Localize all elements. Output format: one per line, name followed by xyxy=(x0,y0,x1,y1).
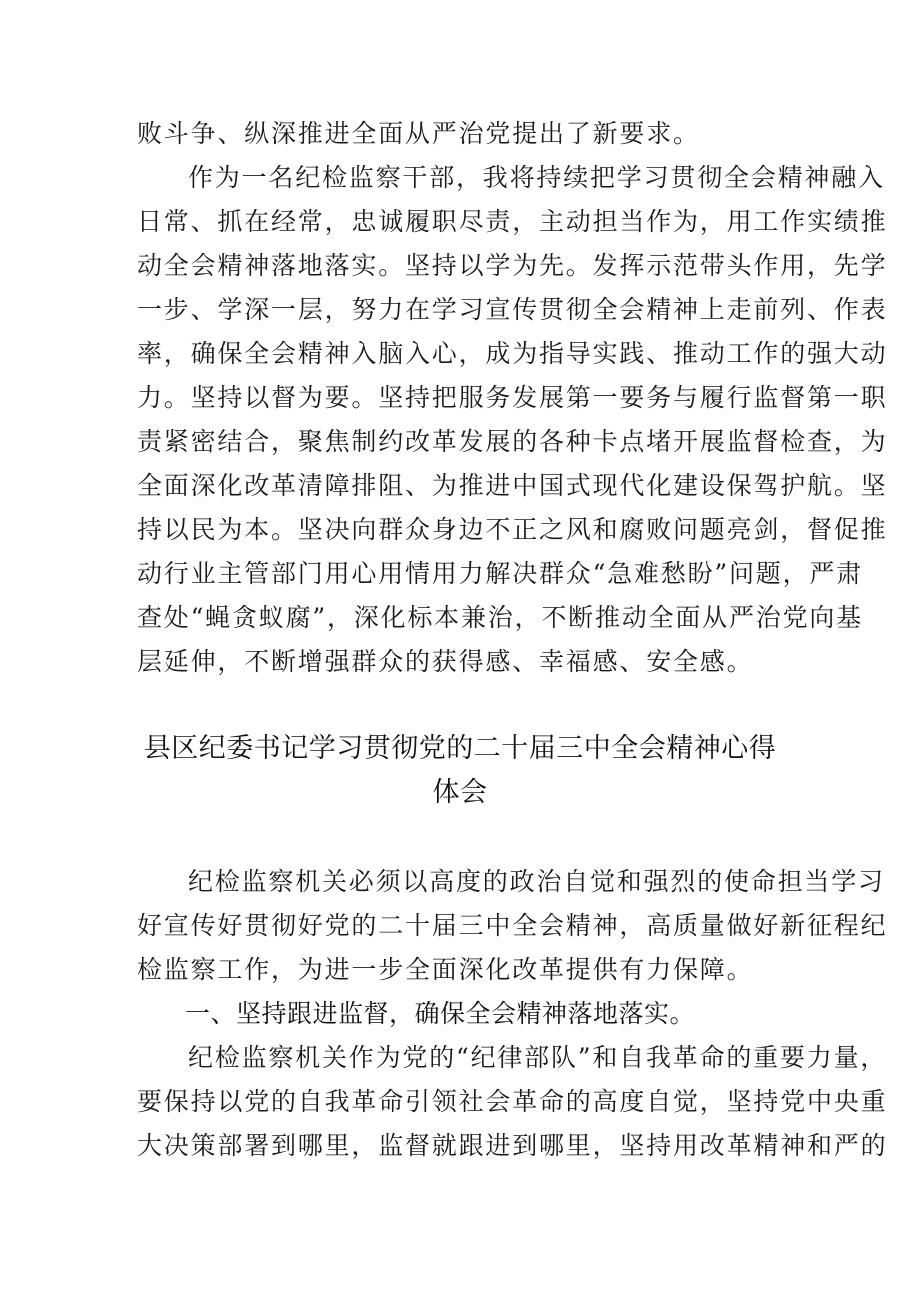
paragraph-line: 查处“蝇贪蚁腐”，深化标本兼治，不断推动全面从严治党向基 xyxy=(137,603,863,632)
section-subheading: 一、坚持跟进监督，确保全会精神落地落实。 xyxy=(185,999,696,1028)
paragraph-line: 动全会精神落地落实。坚持以学为先。发挥示范带头作用，先学 xyxy=(137,251,888,280)
paragraph-line: 责紧密结合，聚焦制约改革发展的各种卡点堵开展监督检查，为 xyxy=(137,427,888,456)
paragraph-line: 大决策部署到哪里，监督就跟进到哪里，坚持用改革精神和严的 xyxy=(137,1131,888,1160)
article-title-continuation: 体会 xyxy=(432,777,488,808)
paragraph-line: 日常、抓在经常，忠诚履职尽责，主动担当作为，用工作实绩推 xyxy=(137,207,888,236)
paragraph-line: 作为一名纪检监察干部，我将持续把学习贯彻全会精神融入 xyxy=(188,163,885,192)
paragraph-line: 力。坚持以督为要。坚持把服务发展第一要务与履行监督第一职 xyxy=(137,383,888,412)
paragraph-line: 败斗争、纵深推进全面从严治党提出了新要求。 xyxy=(137,119,700,148)
paragraph-line: 率，确保全会精神入脑入心，成为指导实践、推动工作的强大动 xyxy=(137,339,888,368)
paragraph-line: 纪检监察机关作为党的“纪律部队”和自我革命的重要力量， xyxy=(188,1043,888,1072)
paragraph-line: 层延伸，不断增强群众的获得感、幸福感、安全感。 xyxy=(137,647,754,676)
paragraph-line: 要保持以党的自我革命引领社会革命的高度自觉，坚持党中央重 xyxy=(137,1087,888,1116)
paragraph-line: 持以民为本。坚决向群众身边不正之风和腐败问题亮剑，督促推 xyxy=(137,515,888,544)
paragraph-line: 纪检监察机关必须以高度的政治自觉和强烈的使命担当学习 xyxy=(188,867,885,896)
paragraph-line: 一步、学深一层，努力在学习宣传贯彻全会精神上走前列、作表 xyxy=(137,295,888,324)
paragraph-line: 好宣传好贯彻好党的二十届三中全会精神，高质量做好新征程纪 xyxy=(137,911,888,940)
article-title: 县区纪委书记学习贯彻党的二十届三中全会精神心得 xyxy=(143,733,777,764)
paragraph-line: 全面深化改革清障排阻、为推进中国式现代化建设保驾护航。坚 xyxy=(137,471,888,500)
paragraph-line: 动行业主管部门用心用情用力解决群众“急难愁盼”问题，严肃 xyxy=(137,559,863,588)
paragraph-line: 检监察工作，为进一步全面深化改革提供有力保障。 xyxy=(137,955,754,984)
